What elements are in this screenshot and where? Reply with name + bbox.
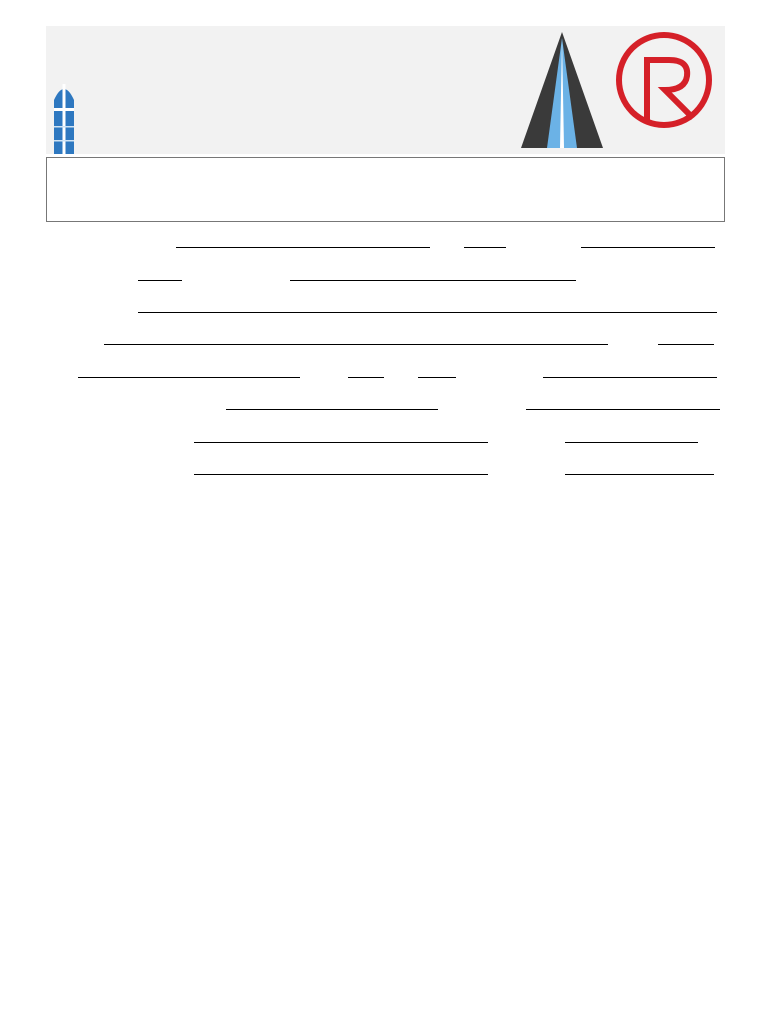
row-address [46, 330, 725, 348]
row-guardian-2 [46, 460, 725, 478]
row-parent-email [46, 492, 725, 510]
row-student-name [46, 233, 725, 251]
phone-1-field[interactable] [565, 442, 698, 443]
year-in-school-field[interactable] [138, 280, 182, 281]
policy-field[interactable] [526, 409, 720, 410]
row-school [46, 266, 725, 284]
guardian-2-field[interactable] [194, 474, 488, 475]
student-legal-name-field[interactable] [176, 247, 430, 248]
cross-window-icon [52, 78, 76, 154]
row-guardian-1 [46, 428, 725, 446]
apt-field[interactable] [658, 344, 714, 345]
permission-notice [46, 157, 725, 222]
row-insurance [46, 395, 725, 413]
journey-logo-icon [517, 28, 607, 152]
zip-field[interactable] [418, 377, 456, 378]
row-student-email [46, 298, 725, 316]
student-cell-field[interactable] [543, 377, 717, 378]
revolution-logo-icon [611, 30, 717, 130]
name-of-school-field[interactable] [290, 280, 576, 281]
student-email-field[interactable] [138, 312, 717, 313]
phone-2-field[interactable] [565, 474, 714, 475]
city-field[interactable] [78, 377, 300, 378]
address-field[interactable] [104, 344, 608, 345]
guardian-1-field[interactable] [194, 442, 488, 443]
age-field[interactable] [464, 247, 506, 248]
row-city [46, 363, 725, 381]
birthdate-field[interactable] [581, 247, 715, 248]
state-field[interactable] [348, 377, 384, 378]
insurance-field[interactable] [226, 409, 438, 410]
